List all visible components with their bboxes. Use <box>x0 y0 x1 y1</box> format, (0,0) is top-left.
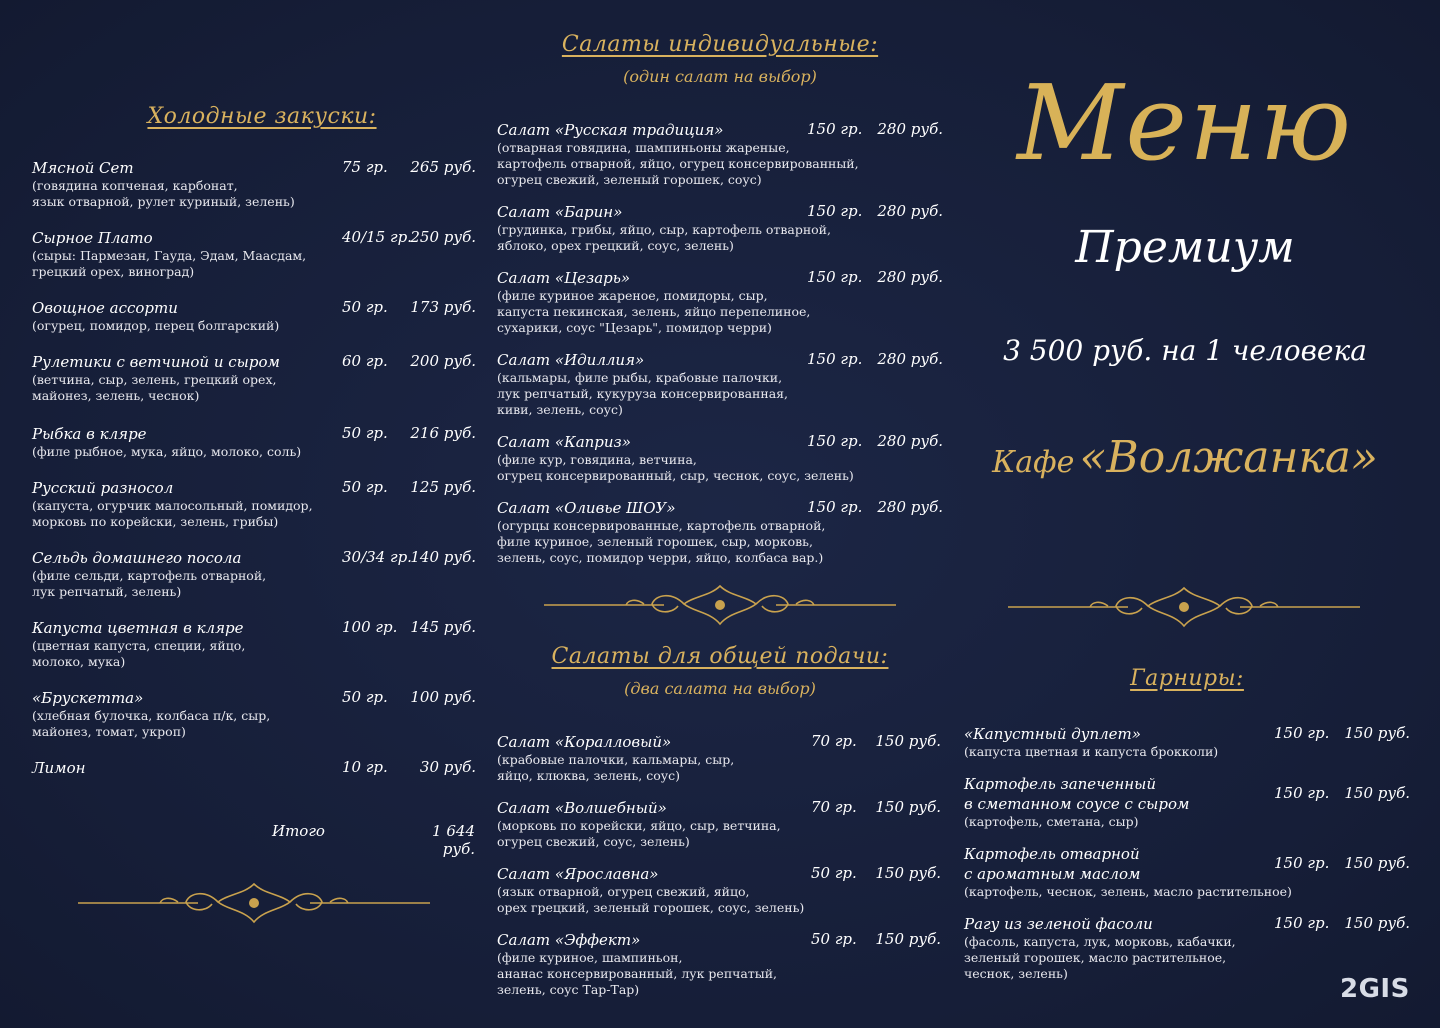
cold-item-description: (ветчина, сыр, зелень, грецкий орех, майонез, зелень, чеснок) <box>32 372 277 403</box>
individual-salad-item-price: 280 руб. <box>877 120 943 138</box>
cold-item-description: (филе сельди, картофель отварной, лук репчатый, зелень) <box>32 568 267 599</box>
individual-salad-item-name: Салат «Цезарь» <box>497 269 631 287</box>
side-item-name: «Капустный дуплет» <box>964 725 1141 743</box>
total-label: Итого <box>272 822 325 840</box>
cold-item <box>32 298 478 334</box>
individual-salad-item-name: Салат «Идиллия» <box>497 351 645 369</box>
ornament-divider-left <box>78 876 430 932</box>
side-item-description: (фасоль, капуста, лук, морковь, кабачки, зеленый горошек, масло растительное, чеснок, зелень) <box>964 934 1236 981</box>
individual-salads-heading: Салаты индивидуальные: <box>561 32 879 57</box>
individual-salad-item <box>497 350 947 418</box>
cafe-name <box>985 432 1385 483</box>
cold-item-name: Русский разносол <box>32 479 174 497</box>
cold-starters-section <box>32 96 478 916</box>
side-item-description: (картофель, чеснок, зелень, масло растительное) <box>964 884 1292 899</box>
shared-salads-heading: Салаты для общей подачи: <box>551 644 889 669</box>
side-item-price: 150 руб. <box>1344 724 1410 742</box>
sides-heading: Гарниры: <box>1130 666 1244 691</box>
individual-salad-item-name: Салат «Русская традиция» <box>497 121 724 139</box>
cold-item-price: 125 руб. <box>410 478 476 496</box>
side-item-price: 150 руб. <box>1344 854 1410 872</box>
cold-item-name: Сельдь домашнего посола <box>32 549 242 567</box>
individual-salad-item-name: Салат «Оливье ШОУ» <box>497 499 676 517</box>
individual-salad-item-weight: 150 гр. <box>807 350 863 368</box>
individual-salads-subheading: (один салат на выбор) <box>623 67 817 86</box>
shared-salad-item-name: Салат «Ярославна» <box>497 865 659 883</box>
side-item-weight: 150 гр. <box>1274 854 1330 872</box>
shared-salad-item-price: 150 руб. <box>875 864 941 882</box>
shared-salad-item-description: (крабовые палочки, кальмары, сыр, яйцо, клюква, зелень, соус) <box>497 752 735 783</box>
side-item-price: 150 руб. <box>1344 914 1410 932</box>
cold-item-price: 30 руб. <box>419 758 476 776</box>
cold-item-name: Рулетики с ветчиной и сыром <box>32 353 280 371</box>
individual-salads-section <box>497 32 947 572</box>
individual-salad-item-description: (отварная говядина, шампиньоны жареные, картофель отварной, яйцо, огурец консервированный, огурец свежий, зеленый горошек, соус) <box>497 140 859 187</box>
individual-salad-item-weight: 150 гр. <box>807 120 863 138</box>
side-item-name: Картофель запеченный в сметанном соусе с сыром <box>964 775 1190 813</box>
cold-starters-heading: Холодные закуски: <box>147 104 377 129</box>
cold-item-description: (говядина копченая, карбонат, язык отварной, рулет куриный, зелень) <box>32 178 295 209</box>
cold-item-weight: 100 гр. <box>342 618 398 636</box>
cold-item-name: «Брускетта» <box>32 689 144 707</box>
cold-item <box>32 228 478 280</box>
side-item-weight: 150 гр. <box>1274 784 1330 802</box>
total-value: 1 644 руб. <box>432 822 475 858</box>
shared-salad-item-weight: 70 гр. <box>811 798 857 816</box>
individual-salad-item-name: Салат «Каприз» <box>497 433 631 451</box>
shared-salad-item-name: Салат «Коралловый» <box>497 733 672 751</box>
side-item-name: Картофель отварной с ароматным маслом <box>964 845 1141 883</box>
cold-item-weight: 50 гр. <box>342 424 388 442</box>
individual-salad-item <box>497 498 947 566</box>
cold-starters-list <box>32 96 478 916</box>
shared-salads-section <box>497 644 947 1014</box>
set-price: 3 500 руб. на 1 человека <box>1003 334 1367 367</box>
cold-item-name: Рыбка в кляре <box>32 425 147 443</box>
cold-item-name: Сырное Плато <box>32 229 153 247</box>
cold-item-weight: 40/15 гр. <box>342 228 412 246</box>
shared-salad-item <box>497 798 947 850</box>
shared-salad-item-price: 150 руб. <box>875 798 941 816</box>
shared-salad-item-description: (морковь по корейски, яйцо, сыр, ветчина, огурец свежий, соус, зелень) <box>497 818 781 849</box>
cold-item-weight: 30/34 гр. <box>342 548 412 566</box>
cold-item-description: (капуста, огурчик малосольный, помидор, морковь по корейски, зелень, грибы) <box>32 498 313 529</box>
cold-item <box>32 158 478 210</box>
cafe-title: «Волжанка» <box>1079 432 1378 483</box>
side-item-price: 150 руб. <box>1344 784 1410 802</box>
cold-item-weight: 60 гр. <box>342 352 388 370</box>
ornament-divider-right <box>1008 580 1360 636</box>
cold-item <box>32 478 478 530</box>
cold-item-price: 173 руб. <box>410 298 476 316</box>
side-item-weight: 150 гр. <box>1274 914 1330 932</box>
shared-salad-item <box>497 930 947 998</box>
cold-item-name: Мясной Сет <box>32 159 134 177</box>
sides-list <box>964 666 1414 996</box>
individual-salad-item <box>497 202 947 254</box>
cold-item-weight: 50 гр. <box>342 688 388 706</box>
individual-salad-item <box>497 120 947 188</box>
side-item-weight: 150 гр. <box>1274 724 1330 742</box>
cold-item-price: 250 руб. <box>410 228 476 246</box>
cold-item-price: 265 руб. <box>410 158 476 176</box>
shared-salad-item <box>497 732 947 784</box>
cold-item-description: (филе рыбное, мука, яйцо, молоко, соль) <box>32 444 302 459</box>
cold-item <box>32 424 478 460</box>
individual-salad-item-price: 280 руб. <box>877 498 943 516</box>
shared-salad-item-weight: 50 гр. <box>811 930 857 948</box>
cold-item <box>32 618 478 670</box>
shared-salad-item-name: Салат «Волшебный» <box>497 799 667 817</box>
cold-item <box>32 352 478 404</box>
cold-item-description: (цветная капуста, специи, яйцо, молоко, мука) <box>32 638 246 669</box>
shared-salad-item-weight: 50 гр. <box>811 864 857 882</box>
cold-item <box>32 548 478 600</box>
individual-salads-list <box>497 32 947 572</box>
cold-item-description: (хлебная булочка, колбаса п/к, сыр, майонез, томат, укроп) <box>32 708 271 739</box>
2gis-watermark: 2GIS <box>1340 974 1410 1004</box>
individual-salad-item-weight: 150 гр. <box>807 432 863 450</box>
shared-salad-item-weight: 70 гр. <box>811 732 857 750</box>
individual-salad-item-description: (филе куриное жареное, помидоры, сыр, капуста пекинская, зелень, яйцо перепелиное, сухарики, соус "Цезарь", помидор черри) <box>497 288 811 335</box>
cold-item-price: 145 руб. <box>410 618 476 636</box>
shared-salad-item-description: (язык отварной, огурец свежий, яйцо, орех грецкий, зеленый горошек, соус, зелень) <box>497 884 805 915</box>
shared-salad-item <box>497 864 947 916</box>
cold-item-name: Лимон <box>32 759 86 777</box>
cold-item-description: (огурец, помидор, перец болгарский) <box>32 318 280 333</box>
cold-item-price: 140 руб. <box>410 548 476 566</box>
side-item-name: Рагу из зеленой фасоли <box>964 915 1153 933</box>
individual-salad-item-price: 280 руб. <box>877 350 943 368</box>
individual-salad-item-description: (грудинка, грибы, яйцо, сыр, картофель отварной, яблоко, орех грецкий, соус, зелень) <box>497 222 831 253</box>
cold-item-weight: 10 гр. <box>342 758 388 776</box>
cold-item-description: (сыры: Пармезан, Гауда, Эдам, Маасдам, грецкий орех, виноград) <box>32 248 307 279</box>
cold-item-price: 216 руб. <box>410 424 476 442</box>
cold-item-name: Капуста цветная в кляре <box>32 619 244 637</box>
individual-salad-item-name: Салат «Барин» <box>497 203 623 221</box>
side-item <box>964 844 1414 900</box>
side-item <box>964 914 1414 982</box>
individual-salad-item <box>497 268 947 336</box>
menu-title: Меню <box>1016 62 1354 184</box>
cold-item-weight: 50 гр. <box>342 298 388 316</box>
cold-item-price: 100 руб. <box>410 688 476 706</box>
individual-salad-item-weight: 150 гр. <box>807 498 863 516</box>
cold-item <box>32 688 478 740</box>
cold-item-weight: 75 гр. <box>342 158 388 176</box>
cold-item <box>32 758 478 778</box>
shared-salad-item-price: 150 руб. <box>875 732 941 750</box>
individual-salad-item <box>497 432 947 484</box>
individual-salad-item-price: 280 руб. <box>877 202 943 220</box>
individual-salad-item-description: (огурцы консервированные, картофель отварной, филе куриное, зеленый горошек, сыр, морковь, зелень, соус, помидор черри, яйцо, колбаса вар.) <box>497 518 826 565</box>
cold-item-price: 200 руб. <box>410 352 476 370</box>
individual-salad-item-price: 280 руб. <box>877 432 943 450</box>
shared-salad-item-description: (филе куриное, шампиньон, ананас консервированный, лук репчатый, зелень, соус Тар-Тар) <box>497 950 778 997</box>
cold-item-name: Овощное ассорти <box>32 299 178 317</box>
side-item <box>964 774 1414 830</box>
individual-salad-item-description: (кальмары, филе рыбы, крабовые палочки, лук репчатый, кукуруза консервированная, киви, зелень, соус) <box>497 370 789 417</box>
shared-salad-item-name: Салат «Эффект» <box>497 931 641 949</box>
shared-salad-item-price: 150 руб. <box>875 930 941 948</box>
side-item <box>964 724 1414 760</box>
individual-salad-item-weight: 150 гр. <box>807 268 863 286</box>
side-item-description: (капуста цветная и капуста брокколи) <box>964 744 1219 759</box>
individual-salad-item-price: 280 руб. <box>877 268 943 286</box>
shared-salads-subheading: (два салата на выбор) <box>624 679 816 698</box>
side-item-description: (картофель, сметана, сыр) <box>964 814 1139 829</box>
shared-salads-list <box>497 644 947 1014</box>
individual-salad-item-weight: 150 гр. <box>807 202 863 220</box>
ornament-divider-middle <box>544 578 896 634</box>
premium-title: Премиум <box>1075 222 1295 273</box>
cafe-word: Кафе <box>992 445 1075 480</box>
sides-section <box>964 666 1414 996</box>
cold-item-weight: 50 гр. <box>342 478 388 496</box>
individual-salad-item-description: (филе кур, говядина, ветчина, огурец консервированный, сыр, чеснок, соус, зелень) <box>497 452 854 483</box>
